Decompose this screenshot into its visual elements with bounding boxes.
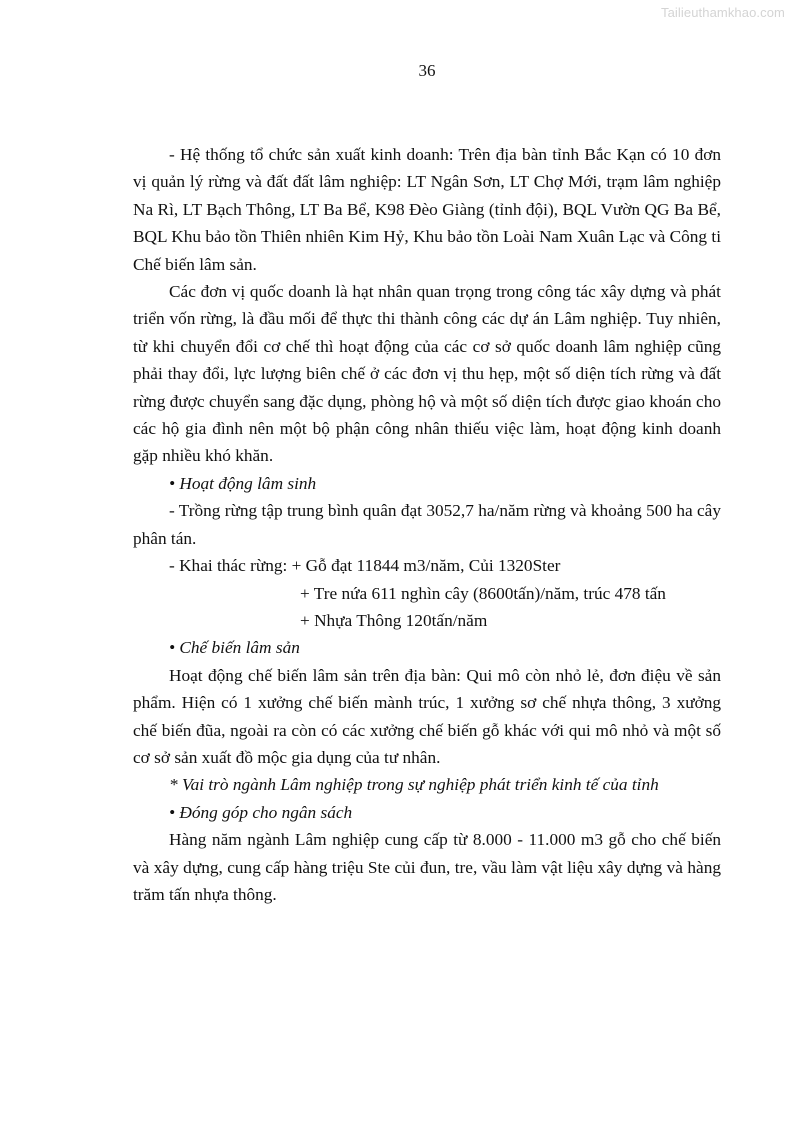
watermark: Tailieuthamkhao.com [660,5,785,20]
document-body [133,141,721,908]
paragraph-annual-supply: Hàng năm ngành Lâm nghiệp cung cấp từ 8.000 - 11.000 m3 gỗ cho chế biến và xây dựng, cung cấp hàng triệu Ste củi đun, tre, vầu làm vật liệu xây dựng và hàng trăm tấn nhựa thông. [133,830,721,904]
paragraph-state-units: Các đơn vị quốc doanh là hạt nhân quan trọng trong công tác xây dựng và phát triển vốn rừng, là đầu mối để thực thi thành công các dự án Lâm nghiệp. Tuy nhiên, từ khi chuyển đổi cơ chế thì hoạt động của các cơ sở quốc doanh lâm nghiệp cũng phải thay đổi, lực lượng biên chế ở các đơn vị thu hẹp, một số diện tích rừng và đất rừng được chuyển sang đặc dụng, phòng hộ và một số diện tích được giao khoán cho các hộ gia đình nên một bộ phận công nhân thiếu việc làm, hoạt động kinh doanh gặp nhiều khó khăn. [133,282,721,466]
paragraph-processing: Hoạt động chế biến lâm sản trên địa bàn: Qui mô còn nhỏ lẻ, đơn điệu về sản phẩm. Hiện có 1 xưởng chế biến mành trúc, 1 xưởng sơ chế nhựa thông, 3 xưởng chế biến đũa, ngoài ra còn có các xưởng chế biến gỗ khác với qui mô nhỏ và một số cơ sở sản xuất đồ mộc gia dụng của tư nhân. [133,665,721,767]
paragraph-planting: - Trồng rừng tập trung bình quân đạt 3052,7 ha/năm rừng và khoảng 500 ha cây phân tán. [133,501,721,548]
heading-budget-contribution: • Đóng góp cho ngân sách [169,802,353,822]
harvesting-resin: + Nhựa Thông 120tấn/năm [300,610,488,630]
paragraph-harvesting: - Khai thác rừng: + Gỗ đạt 11844 m3/năm, Củi 1320Ster [169,556,561,576]
paragraph-production-organization: - Hệ thống tổ chức sản xuất kinh doanh: Trên địa bàn tỉnh Bắc Kạn có 10 đơn vị quản lý rừng và đất đất lâm nghiệp: LT Ngân Sơn, LT Chợ Mới, trạm lâm nghiệp Na Rì, LT Bạch Thông, LT Ba Bể, K98 Đèo Giàng (tỉnh đội), BQL Vườn QG Ba Bể, BQL Khu bảo tồn Thiên nhiên Kim Hỷ, Khu bảo tồn Loài Nam Xuân Lạc và Công ti Chế biến lâm sản. [133,145,721,274]
heading-forestry-role: * Vai trò ngành Lâm nghiệp trong sự nghiệp phát triển kinh tế của tỉnh [169,775,659,795]
harvesting-bamboo: + Tre nứa 611 nghìn cây (8600tấn)/năm, trúc 478 tấn [300,583,666,603]
heading-processing: • Chế biến lâm sản [169,638,300,658]
heading-silviculture: • Hoạt động lâm sinh [169,473,317,493]
page-number: 36 [418,61,436,80]
